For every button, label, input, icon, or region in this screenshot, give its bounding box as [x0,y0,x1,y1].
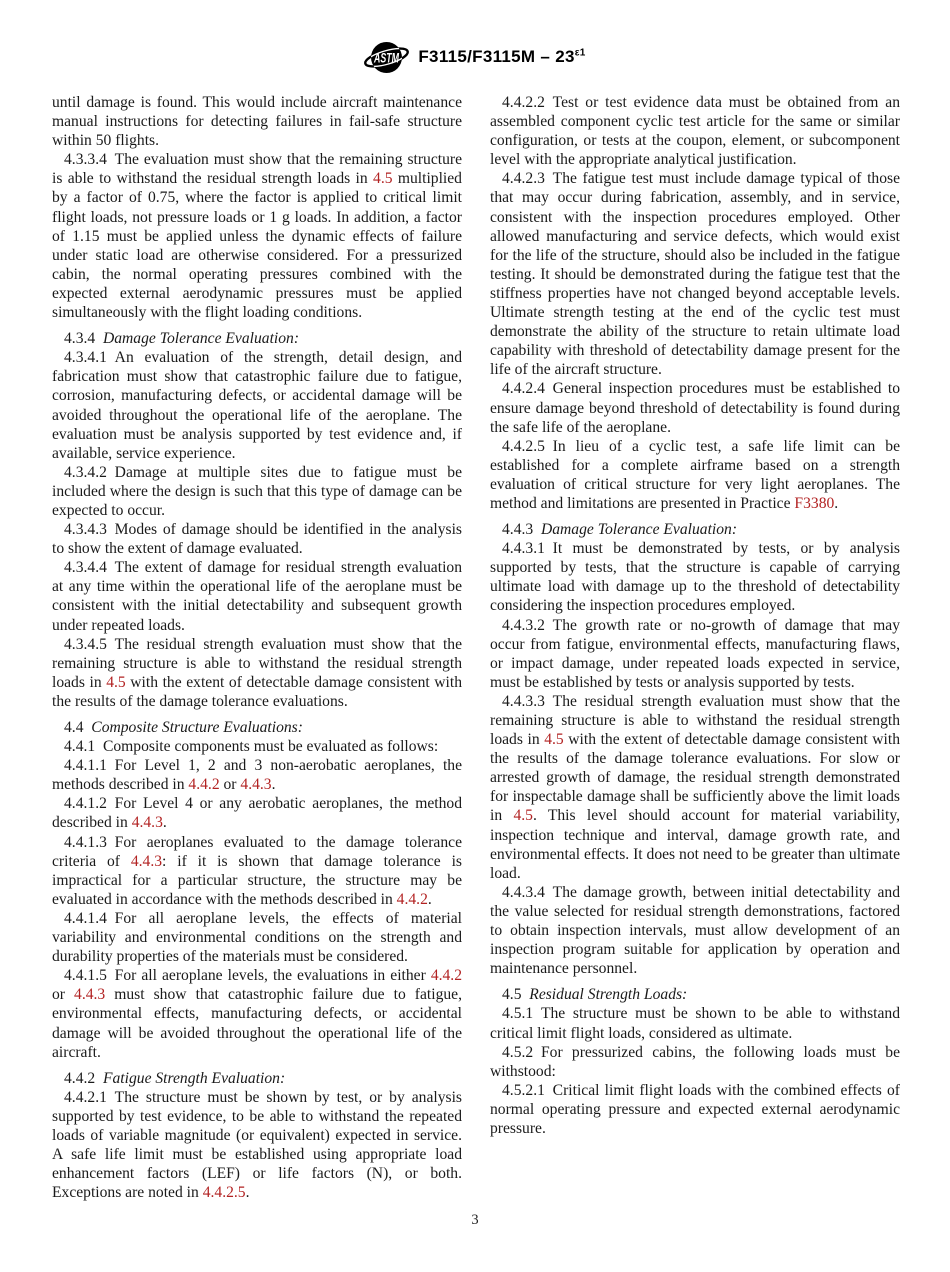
cross-reference-link[interactable]: 4.4.3 [130,852,163,870]
text-run: . [245,1184,250,1202]
heading-title: Damage Tolerance Evaluation: [540,521,738,539]
heading-title: Fatigue Strength Evaluation: [102,1069,286,1087]
paragraph [490,692,900,883]
text-run: 4.4.2.4 General inspection procedures must be established to ensure damage beyond threshold of detectability is found during the safe life of the aeroplane. [490,380,900,436]
text-run: 4.3.4.3 Modes of damage should be identified in the analysis to show the extent of damage evaluated. [52,521,462,558]
paragraph [52,348,462,463]
text-run: 4.3.4 [64,330,103,348]
page-header [0,38,950,76]
text-run: or [52,986,75,1004]
svg-text:ASTM: ASTM [373,50,400,66]
text-run: 4.4.2.5 In lieu of a cyclic test, a safe life limit can be established for a complete airframe based on a strength evaluation of critical structure for very light aeroplanes. The method and limitations are presented in Practice [490,437,900,512]
paragraph [52,966,462,1061]
text-run: 4.5.2 For pressurized cabins, the following loads must be withstood: [490,1043,900,1080]
text-run: or [219,776,241,794]
paragraph [490,883,900,978]
paragraph [52,833,462,909]
text-run: 4.4.3 [502,521,541,539]
paragraph [52,150,462,322]
text-run: 4.3.4.1 An evaluation of the strength, detail design, and fabrication must show that catastrophic failure due to fatigue, corrosion, manufacturing defects, or accidental damage will be avoided throughout the operational life of the aeroplane. The evaluation must be analysis supported by test evidence and, if available, service experience. [52,349,462,462]
text-run: 4.4.2.1 The structure must be shown by test, or by analysis supported by test evidence, to be able to withstand the repeated loads of variable magnitude (or equivalent) expected in service. A safe life limit must be established using appropriate load enhancement factors (LEF) or life factors (N), or both. Exceptions are noted in [52,1088,462,1202]
cross-reference-link[interactable]: 4.5 [106,673,126,691]
section-heading [52,329,462,348]
text-run: 4.4.1 Composite components must be evaluated as follows: [64,738,439,756]
text-run: 4.3.4.5 The residual strength evaluation must show that the remaining structure is able to withstand the residual strength loads in [52,635,462,691]
cross-reference-link[interactable]: 4.4.3 [131,814,163,832]
paragraph [490,379,900,436]
text-run: 4.4.2.2 Test or test evidence data must be obtained from an assembled component cyclic test article for the same or similar configuration, or tests at the coupon, element, or subcomponent level with the appropriate analytical justification. [490,94,900,169]
text-run: 4.4.1.4 For all aeroplane levels, the effects of material variability and environmental conditions on the strength and durability properties of the materials must be considered. [52,909,462,966]
document-body [52,93,900,1202]
right-column [490,93,900,1202]
text-run: until damage is found. This would include aircraft maintenance manual instructions for detecting failures in fail-safe structure within 50 flights. [52,94,462,150]
text-run: 4.4.1.5 For all aeroplane levels, the evaluations in either [64,967,431,985]
paragraph [52,909,462,966]
cross-reference-link[interactable]: 4.5 [373,170,393,188]
paragraph [52,737,462,756]
section-heading [490,520,900,539]
section-heading [52,1069,462,1088]
text-run: 4.4.1.2 For Level 4 or any aerobatic aeroplanes, the method described in [52,795,462,832]
text-run: . [427,890,432,908]
paragraph [490,616,900,692]
paragraph [490,1081,900,1138]
paragraph [52,93,462,150]
cross-reference-link[interactable]: F3380 [794,494,835,512]
cross-reference-link[interactable]: 4.5 [513,807,533,825]
text-run: 4.3.3.4 The evaluation must show that the remaining structure is able to withstand the residual strength loads in [52,151,462,188]
text-run: 4.4.1.3 For aeroplanes evaluated to the damage tolerance criteria of [52,833,462,870]
text-run: with the extent of detectable damage consistent with the results of the damage tolerance evaluations. [52,673,463,710]
text-run: must show that catastrophic failure due to fatigue, environmental effects, manufacturing defects, or accidental damage will be avoided throughout the operational life of the aircraft. [52,986,462,1061]
text-run: 4.4.1.1 For Level 1, 2 and 3 non-aerobatic aeroplanes, the methods described in [52,757,462,794]
text-run: 4.3.4.2 Damage at multiple sites due to fatigue must be included where the design is such that this type of damage can be expected to occur. [52,463,462,519]
cross-reference-link[interactable]: 4.4.2 [396,890,428,908]
heading-title: Residual Strength Loads: [529,986,688,1004]
cross-reference-link[interactable]: 4.4.2.5 [202,1184,246,1202]
paragraph [52,635,462,711]
paragraph [490,539,900,615]
section-heading [52,718,462,737]
paragraph [52,558,462,634]
document-designation: $F3115/F3115M - 23^{\varepsilon 1}$ [418,47,586,66]
heading-title: Damage Tolerance Evaluation: [102,330,300,348]
paragraph [490,1004,900,1042]
text-run: . [834,494,839,512]
cross-reference-link[interactable]: 4.4.2 [430,967,462,985]
paragraph [490,437,900,513]
text-run: 4.5 [502,986,530,1004]
left-column [52,93,462,1202]
paragraph [52,1088,462,1203]
section-heading [490,985,900,1004]
text-run: 4.4.3.1 It must be demonstrated by tests, or by analysis supported by tests, that the structure is capable of carrying ultimate load with damage up to the threshold of detectability considering the inspection procedures employed. [490,540,900,615]
paragraph [52,520,462,558]
text-run: 4.4.3.3 The residual strength evaluation must show that the remaining structure is able to withstand the residual strength loads in [490,692,900,749]
paragraph [52,756,462,794]
text-run: . [162,814,167,832]
text-run: . This level should account for material variability, inspection technique and interval, damage growth rate, and environmental effects. It does not need to be greater than ultimate load. [490,807,901,882]
text-run: : if it is shown that damage tolerance is impractical for a particular structure, the structure may be evaluated in accordance with the methods described in [52,852,462,908]
paragraph [490,169,900,379]
cross-reference-link[interactable]: 4.4.3 [240,776,272,794]
cross-reference-link[interactable]: 4.5 [544,731,564,749]
text-run: multiplied by a factor of 0.75, where the factor is applied to critical limit flight loads, not pressure loads or 1 g loads. In addition, a factor of 1.15 must be applied unless the dynamic effects of failure under static load are otherwise considered. For a pressurized cabin, the normal operating pressures combined with the expected external aerodynamic pressures must be applied simultaneously with the flight loading conditions. [52,170,462,322]
text-run: 4.4.3.2 The growth rate or no-growth of damage that may occur from fatigue, environmental effects, manufacturing flaws, or impact damage, under repeated loads expected in service, must be established by tests or analysis supported by tests. [490,616,900,691]
paragraph [490,93,900,169]
astm-logo-icon [364,38,409,76]
paragraph [490,1043,900,1081]
heading-title: Composite Structure Evaluations: [91,719,303,736]
cross-reference-link[interactable]: 4.4.2 [188,776,220,794]
revision-superscript: ε1 [574,47,586,59]
text-run: . [271,776,276,794]
paragraph [52,794,462,832]
text-run: 4.4 [64,719,92,736]
text-run: 4.5.1 The structure must be shown to be able to withstand critical limit flight loads, considered as ultimate. [490,1005,900,1042]
page-number: 3 [471,1212,479,1228]
text-run: with the extent of detectable damage consistent with the results of the damage tolerance evaluations. For slow or arrested growth of damage, the residual strength demonstrated for inspectable damage shall be sufficiently above the limit loads in [490,731,901,825]
text-run: 4.4.3.4 The damage growth, between initial detectability and the value selected for residual strength demonstrations, factored to obtain inspection intervals, must allow development of an inspection program suitable for application by operation and maintenance personnel. [490,883,900,978]
text-run: 4.5.2.1 Critical limit flight loads with the combined effects of normal operating pressure and expected external aerodynamic pressure. [490,1081,900,1137]
cross-reference-link[interactable]: 4.4.3 [74,986,106,1004]
text-run: 4.4.2 [64,1069,103,1087]
text-run: 4.4.2.3 The fatigue test must include damage typical of those that may occur during fabrication, assembly, and in service, consistent with the inspection procedures employed. Other allowed manufacturing and service defects, which would exist for the life of the structure, should also be included in the fatigue testing. It should be demonstrated during the fatigue test that the stiffness properties have not changed beyond acceptable levels. Ultimate strength testing at the end of the cyclic test must demonstrate the ability of the structure to retain ultimate load capability with threshold of detectability damage present for the life of the aircraft structure. [490,170,900,379]
text-run: 4.3.4.4 The extent of damage for residual strength evaluation at any time within the operational life of the aeroplane must be consistent with the initial detectability and subsequent growth under repeated loads. [52,559,462,634]
paragraph [52,463,462,520]
